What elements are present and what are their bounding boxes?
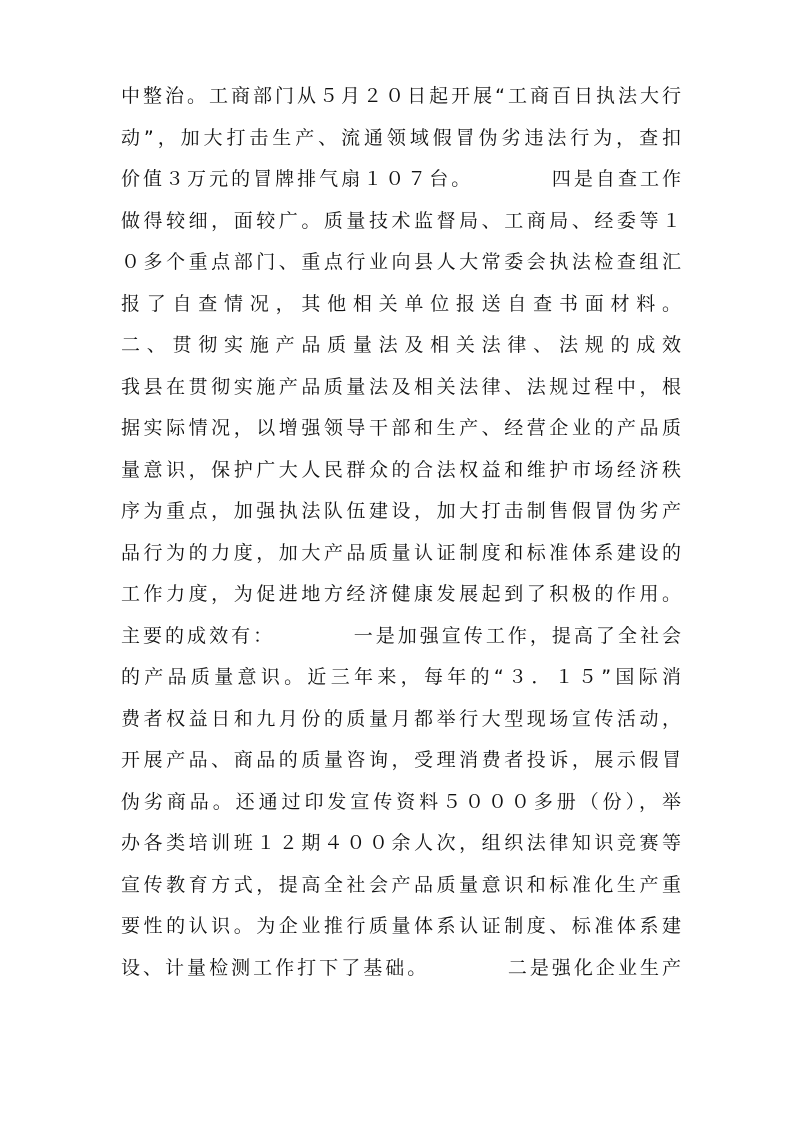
text-line: 主要的成效有： 一是加强宣传工作，提高了全社会 xyxy=(121,624,681,647)
text-line: 据实际情况，以增强领导干部和生产、经营企业的产品质 xyxy=(121,417,681,439)
body-text xyxy=(121,76,681,989)
text-line: 开展产品、商品的质量咨询，受理消费者投诉，展示假冒 xyxy=(121,749,681,771)
text-line: 办各类培训班１２期４００余人次，组织法律知识竞赛等 xyxy=(121,832,681,854)
text-line: 的产品质量意识。近三年来，每年的“３．１５”国际消 xyxy=(121,666,681,688)
text-line: 要性的认识。为企业推行质量体系认证制度、标准体系建 xyxy=(121,915,681,937)
text-line: 价值３万元的冒牌排气扇１０７台。 四是自查工作 xyxy=(121,168,681,190)
text-line: 动”，加大打击生产、流通领域假冒伪劣违法行为，查扣 xyxy=(121,126,681,149)
section-heading: 二、贯彻实施产品质量法及相关法律、法规的成效 xyxy=(121,334,681,356)
text-line: 伪劣商品。还通过印发宣传资料５０００多册（份），举 xyxy=(121,790,681,813)
text-line: 我县在贯彻实施产品质量法及相关法律、法规过程中，根 xyxy=(121,375,681,398)
text-line: 报了自查情况，其他相关单位报送自查书面材料。 xyxy=(121,292,681,315)
text-line: 序为重点，加强执法队伍建设，加大打击制售假冒伪劣产 xyxy=(121,500,681,522)
text-line: 中整治。工商部门从５月２０日起开展“工商百日执法大行 xyxy=(121,85,681,107)
text-line: 量意识，保护广大人民群众的合法权益和维护市场经济秩 xyxy=(121,458,681,481)
text-line: 做得较细，面较广。质量技术监督局、工商局、经委等１ xyxy=(121,209,681,232)
text-line: 工作力度，为促进地方经济健康发展起到了积极的作用。 xyxy=(121,583,681,605)
text-line: ０多个重点部门、重点行业向县人大常委会执法检查组汇 xyxy=(121,251,681,273)
text-line: 宣传教育方式，提高全社会产品质量意识和标准化生产重 xyxy=(121,873,681,896)
text-line: 设、计量检测工作打下了基础。 二是强化企业生产 xyxy=(121,956,681,979)
text-line: 费者权益日和九月份的质量月都举行大型现场宣传活动， xyxy=(121,707,681,730)
text-line: 品行为的力度，加大产品质量认证制度和标准体系建设的 xyxy=(121,541,681,564)
